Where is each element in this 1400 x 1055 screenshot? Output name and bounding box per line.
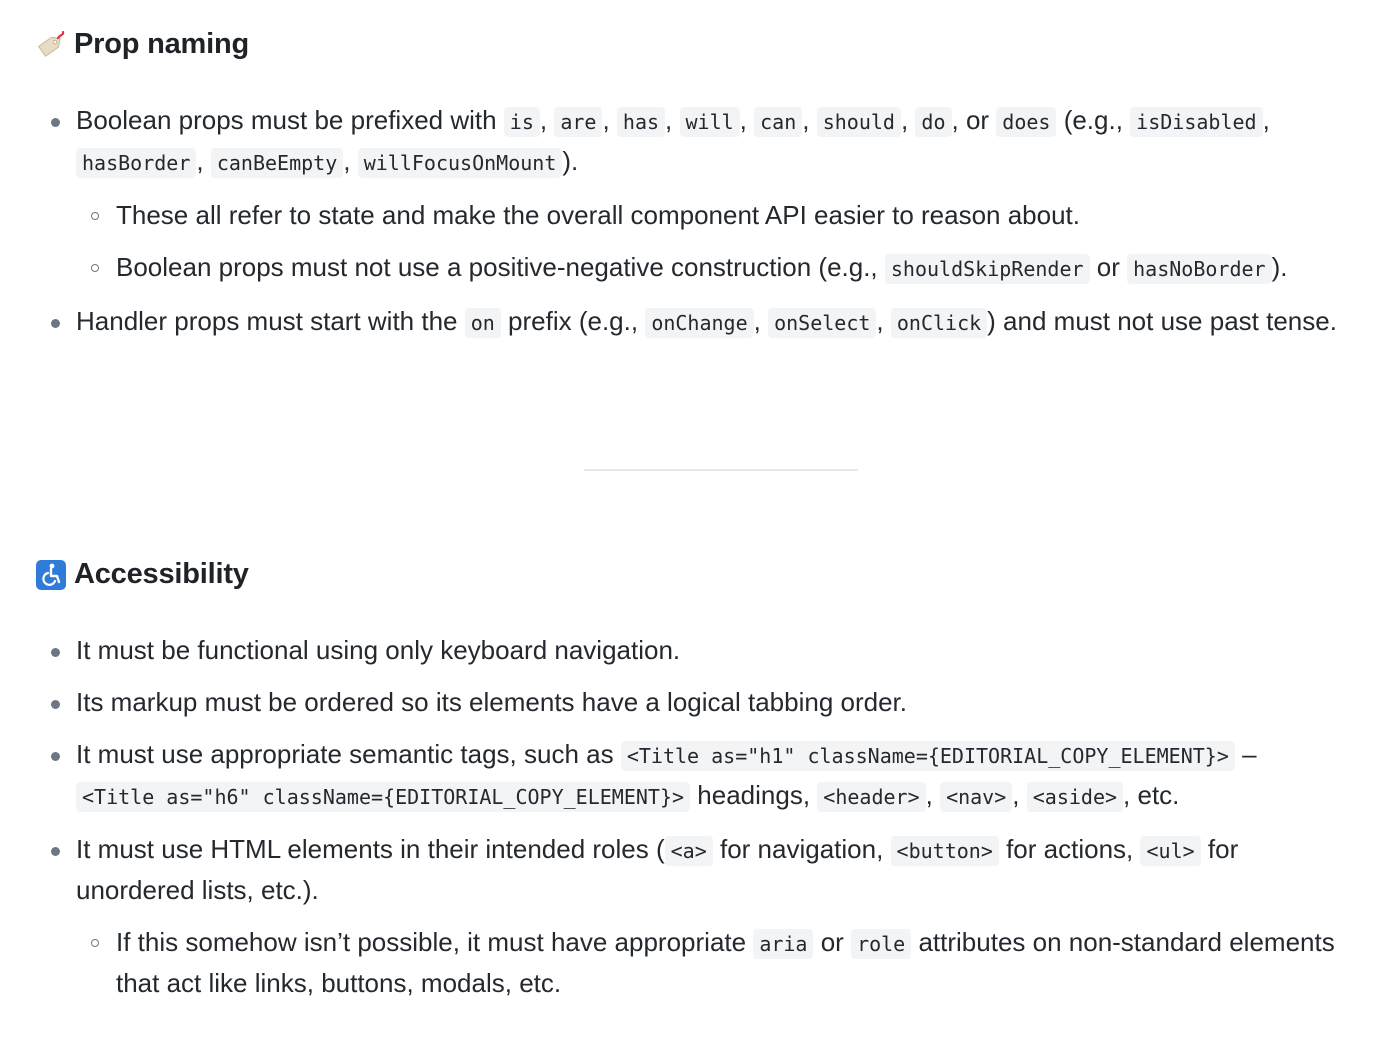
inline-code: on: [465, 308, 501, 338]
label-tag-icon: [36, 30, 66, 60]
inline-code: <Title as="h1" className={EDITORIAL_COPY_ELEMENT}>: [621, 741, 1235, 771]
inline-code: hasNoBorder: [1127, 254, 1271, 284]
inline-code: aria: [753, 929, 813, 959]
list-item: Boolean props must be prefixed with is , are , has , will , can , should , do , or does (e.g., isDisabled , hasBorder , canBeEmpty , willFocusOnMount ). These all refer to state and make the overall component API easier to reason about. Boolean props must not use a positive-negative construction (e.g., shouldSkipRender or hasNoBorder ).: [0, 101, 1400, 289]
section-heading-accessibility: [36, 558, 249, 591]
list-item: Handler props must start with the on prefix (e.g., onChange , onSelect , onClick ) and must not use past tense.: [0, 302, 1400, 343]
inline-code: hasBorder: [76, 148, 196, 178]
sub-list-item: If this somehow isn’t possible, it must have appropriate aria or role attributes on non-standard elements that act like links, buttons, modals, etc.: [76, 923, 1340, 1003]
inline-code: has: [617, 107, 665, 137]
inline-code: <button>: [891, 836, 999, 866]
list-item: It must use HTML elements in their intended roles ( <a> for navigation, <button> for actions, <ul> for unordered lists, etc.). If this somehow isn’t possible, it must have appropriate aria or role attributes on non-standard elements that act like links, buttons, modals, etc.: [0, 830, 1400, 1003]
inline-code: can: [754, 107, 802, 137]
list-item: Its markup must be ordered so its elements have a logical tabbing order.: [0, 683, 1400, 722]
inline-code: <Title as="h6" className={EDITORIAL_COPY_ELEMENT}>: [76, 782, 690, 812]
horizontal-divider: [584, 469, 858, 471]
section-heading-prop-naming: [36, 28, 249, 61]
inline-code: <a>: [665, 836, 713, 866]
section-title: Prop naming: [74, 28, 250, 60]
wheelchair-icon: [36, 560, 66, 590]
sub-list-item: Boolean props must not use a positive-negative construction (e.g., shouldSkipRender or hasNoBorder ).: [76, 248, 1370, 289]
inline-code: <ul>: [1140, 836, 1200, 866]
inline-code: are: [554, 107, 602, 137]
inline-code: isDisabled: [1130, 107, 1262, 137]
inline-code: onClick: [891, 308, 987, 338]
inline-code: does: [996, 107, 1056, 137]
prop-naming-list: [0, 101, 1400, 356]
inline-code: role: [851, 929, 911, 959]
inline-code: should: [817, 107, 901, 137]
inline-code: will: [680, 107, 740, 137]
inline-code: onSelect: [768, 308, 876, 338]
sub-list-item: These all refer to state and make the overall component API easier to reason about.: [76, 196, 1340, 235]
inline-code: onChange: [645, 308, 753, 338]
inline-code: shouldSkipRender: [885, 254, 1090, 284]
inline-code: is: [504, 107, 540, 137]
section-title: Accessibility: [74, 558, 249, 590]
inline-code: <aside>: [1027, 782, 1123, 812]
inline-code: <header>: [817, 782, 925, 812]
sub-list: [76, 196, 1340, 289]
list-item: It must be functional using only keyboard navigation.: [0, 631, 1400, 670]
list-item: It must use appropriate semantic tags, such as <Title as="h1" className={EDITORIAL_COPY_ELEMENT}> – <Title as="h6" className={EDITORIAL_COPY_ELEMENT}> headings, <header> , <nav> , <aside> , etc.: [0, 735, 1400, 817]
sub-list: [76, 923, 1340, 1003]
inline-code: <nav>: [940, 782, 1012, 812]
inline-code: canBeEmpty: [211, 148, 343, 178]
inline-code: do: [915, 107, 951, 137]
inline-code: willFocusOnMount: [358, 148, 563, 178]
accessibility-list: [0, 631, 1400, 1016]
